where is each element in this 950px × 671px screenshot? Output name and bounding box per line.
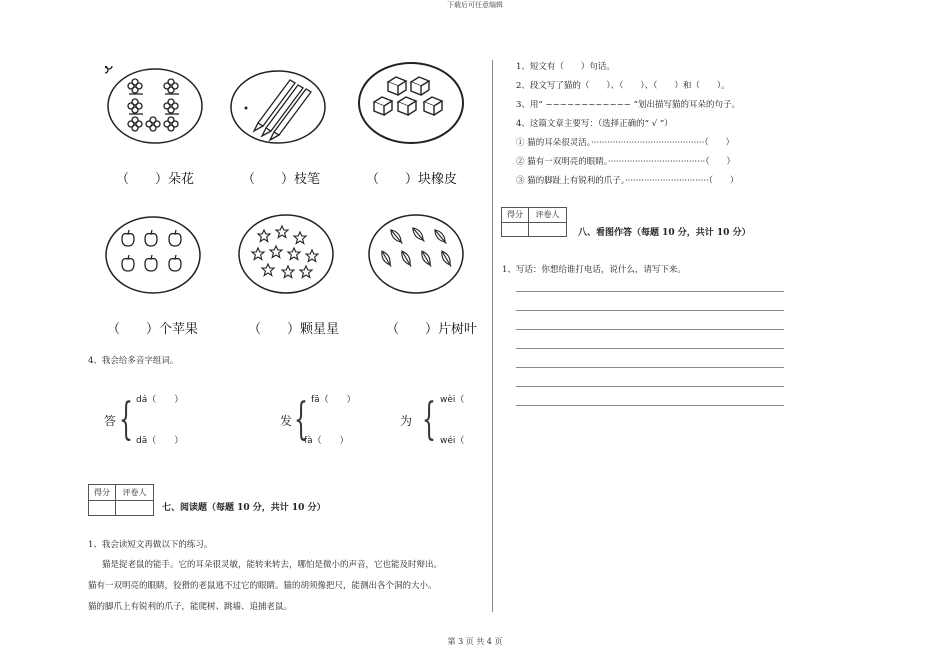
pinyin-wei-bottom: wéi（ bbox=[440, 436, 465, 446]
count-apples: （ ）个苹果 bbox=[107, 322, 199, 337]
polyphone-char-fa: 发 bbox=[280, 414, 293, 428]
pencils-picture bbox=[228, 68, 328, 146]
column-divider bbox=[492, 60, 493, 612]
grader-label: 评卷人 bbox=[529, 208, 566, 223]
writing-line[interactable] bbox=[516, 367, 784, 368]
pinyin-da-bottom: dā（ ） bbox=[136, 436, 184, 446]
option-3: ③ 猫的脚趾上有锐利的爪子。·······························（ ） bbox=[516, 176, 739, 186]
count-leaves: （ ）片树叶 bbox=[386, 322, 478, 337]
passage-line-1: 猫是捉老鼠的能手。它的耳朵很灵敏，能转来转去，哪怕是微小的声音，它也能及时辩出。 bbox=[102, 560, 443, 570]
writing-line[interactable] bbox=[516, 405, 784, 406]
q4-title: 4、我会给多音字组词。 bbox=[88, 356, 179, 366]
page-footer: 第 3 页 共 4 页 bbox=[447, 637, 503, 646]
right-q1: 1、短文有（ ）句话。 bbox=[516, 62, 615, 72]
brace-fa: { bbox=[294, 394, 308, 445]
writing-line[interactable] bbox=[516, 329, 784, 330]
erasers-picture bbox=[356, 60, 466, 146]
score-label: 得分 bbox=[89, 485, 116, 501]
option-2: ② 猫有一双明亮的眼睛。····································（ ） bbox=[516, 157, 735, 167]
leaves-picture bbox=[366, 212, 466, 296]
pinyin-fa-top: fā（ ） bbox=[311, 395, 356, 405]
writing-line[interactable] bbox=[516, 310, 784, 311]
count-flowers: （ ）朵花 bbox=[116, 172, 195, 187]
brace-wei: { bbox=[422, 394, 436, 445]
score-label: 得分 bbox=[502, 208, 529, 223]
right-q2: 2、段文写了猫的（ ）、（ ）、（ ）和（ ）。 bbox=[516, 81, 730, 91]
option-1: ① 猫的耳朵很灵活。··········································（ ） bbox=[516, 138, 735, 148]
pinyin-wei-top: wèi（ bbox=[440, 395, 465, 405]
writing-line[interactable] bbox=[516, 386, 784, 387]
right-q3: 3、用“ ~~~~~~~~~~~~ ”划出描写猫的耳朵的句子。 bbox=[516, 100, 740, 110]
score-box-7 bbox=[88, 484, 154, 516]
count-erasers: （ ）块橡皮 bbox=[366, 172, 458, 187]
pinyin-fa-bottom: fà（ ） bbox=[304, 436, 349, 446]
score-box-8 bbox=[501, 207, 567, 237]
brace-da: { bbox=[119, 394, 133, 445]
polyphone-char-wei: 为 bbox=[400, 414, 413, 428]
passage-line-3: 猫的脚爪上有锐利的爪子，能爬树、跳墙、追捕老鼠。 bbox=[88, 602, 293, 612]
grader-label: 评卷人 bbox=[116, 485, 153, 501]
section-7-title: 七、阅读题（每题 10 分，共计 10 分） bbox=[162, 503, 326, 513]
count-pencils: （ ）枝笔 bbox=[242, 172, 321, 187]
section-8-title: 八、看图作答（每题 10 分，共计 10 分） bbox=[578, 228, 751, 238]
right-q4: 4、这篇文章主要写：（选择正确的“ √ ”） bbox=[516, 119, 673, 129]
stars-picture bbox=[236, 212, 336, 296]
count-stars: （ ）颗星星 bbox=[248, 322, 340, 337]
apples-picture bbox=[103, 214, 203, 296]
writing-line[interactable] bbox=[516, 348, 784, 349]
sec8-q1: 1、写话：你想给谁打电话，说什么，请写下来。 bbox=[502, 265, 686, 275]
passage-line-2: 猫有一双明亮的眼睛，狡猾的老鼠逃不过它的眼睛。猫的胡须像把尺，能测出各个洞的大小。 bbox=[88, 581, 437, 591]
polyphone-char-da: 答 bbox=[104, 414, 117, 428]
page-header: 下载后可任意编辑 bbox=[447, 1, 503, 9]
writing-line[interactable] bbox=[516, 291, 784, 292]
sec7-q1: 1、我会读短文再做以下的练习。 bbox=[88, 540, 213, 550]
flowers-picture bbox=[105, 66, 205, 146]
pinyin-da-top: dá（ ） bbox=[136, 395, 184, 405]
